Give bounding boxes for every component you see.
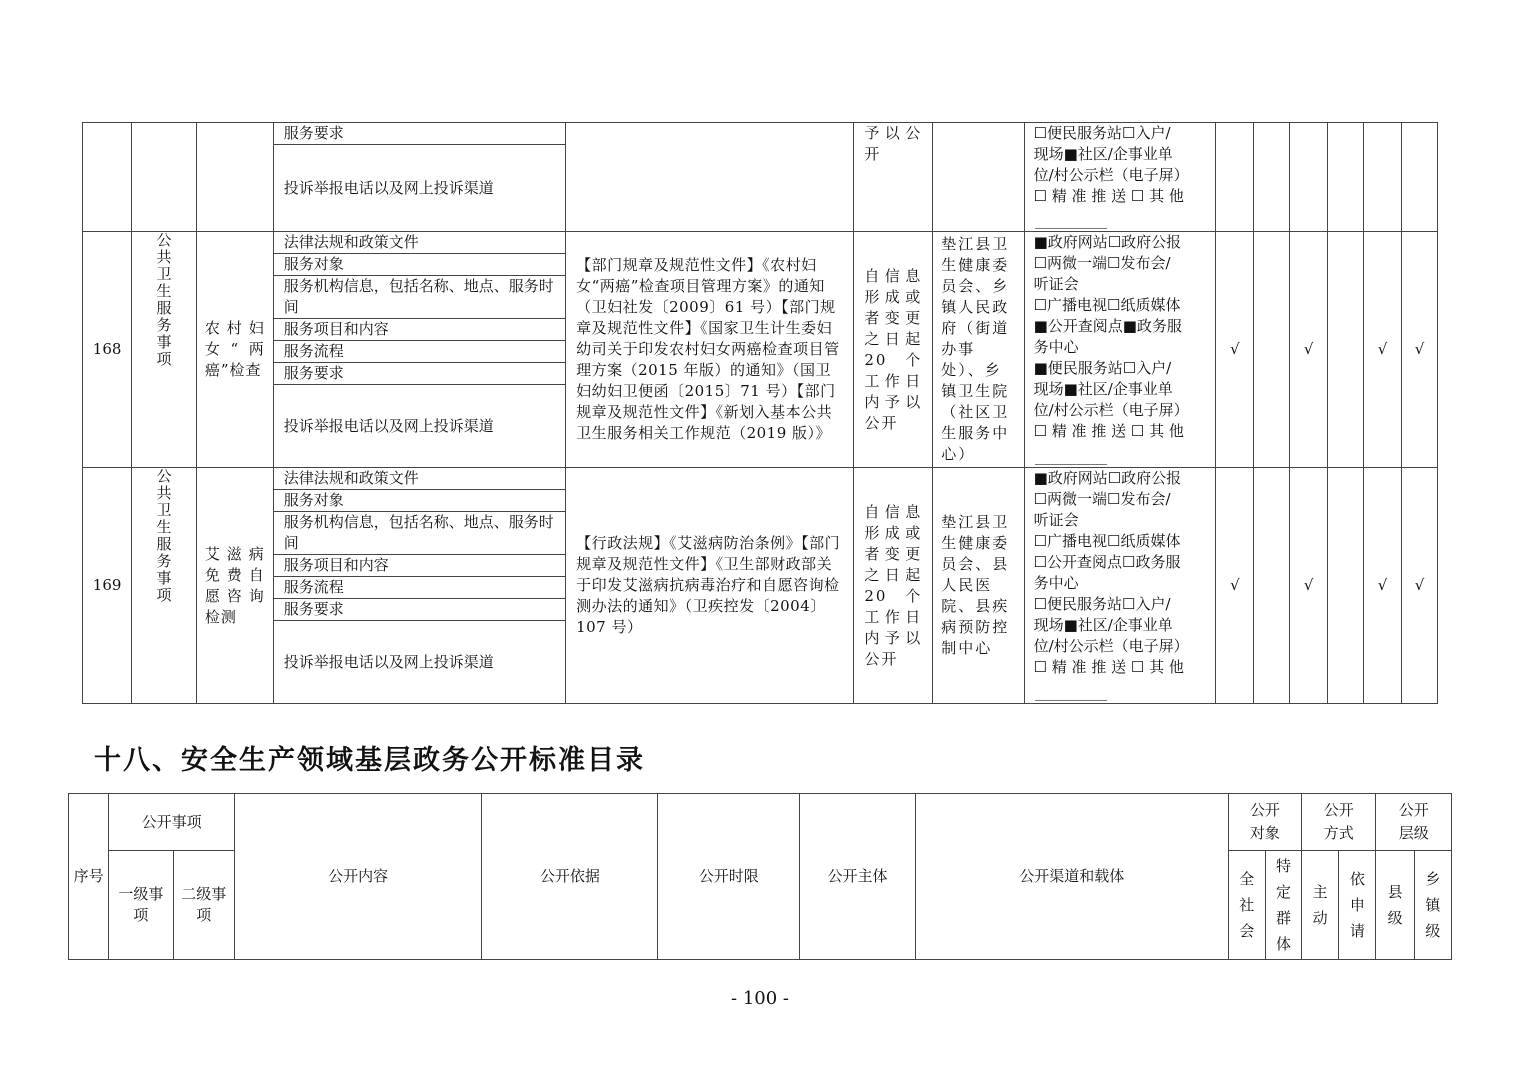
catalog-table-header (68, 793, 1452, 960)
content-item: 法律法规和政策文件 (273, 232, 565, 254)
check-all-society: √ (1216, 232, 1254, 468)
content-item: 投诉举报电话以及网上投诉渠道 (273, 621, 565, 704)
channel-line: ☐两微一端☐发布会/ (1033, 254, 1171, 272)
content-item: 投诉举报电话以及网上投诉渠道 (273, 385, 565, 468)
channel-line: ☐ 精 准 推 送 ☐ 其 他 (1033, 187, 1184, 205)
level2-cell: 艾滋病免费自愿咨询检测 (196, 468, 273, 704)
content-item: 服务对象 (273, 490, 565, 512)
header-content: 公开内容 (234, 794, 481, 960)
check-active: √ (1290, 468, 1328, 704)
basis-cell (566, 123, 854, 232)
section-heading: 十八、安全生产领域基层政务公开标准目录 (94, 745, 645, 776)
header-channels: 公开渠道和载体 (915, 794, 1228, 960)
subject-cell: 垫江县卫生健康委员会、乡镇人民政府（街道办事处）、乡镇卫生院（社区卫生服务中心） (933, 232, 1024, 468)
channel-line: 现场■社区/企事业单 (1033, 380, 1173, 398)
channel-line: ☐两微一端☐发布会/ (1033, 490, 1171, 508)
check-county: √ (1364, 232, 1402, 468)
basis-cell: 【部门规章及规范性文件】《农村妇女“两癌”检查项目管理方案》的通知（卫妇社发〔2009〕61 号）【部门规章及规范性文件】《国家卫生计生委妇幼司关于印发农村妇女两癌检查项目管理方案（2015 年版）的通知》（国卫妇幼妇卫便函〔2015〕71 号）【部门规章及规范性文件】《新划入基本公共卫生服务相关工作规范（2019 版）》 (566, 232, 854, 468)
page-number: - 100 - (731, 988, 789, 1009)
header-county: 县级 (1376, 851, 1414, 960)
underline (1035, 700, 1107, 701)
channel-line: ☐便民服务站☐入户/ (1033, 124, 1171, 142)
check-on-request (1328, 232, 1364, 468)
channel-line: 现场■社区/企事业单 (1033, 616, 1173, 634)
channel-line: 听证会 (1033, 511, 1079, 529)
level1-cell: 公共卫生服务事项 (132, 232, 197, 468)
table-row (83, 232, 1438, 254)
header-subject: 公开主体 (800, 794, 916, 960)
content-item: 法律法规和政策文件 (273, 468, 565, 490)
channel-line: ☐便民服务站☐入户/ (1033, 595, 1171, 613)
catalog-table-continued (82, 122, 1438, 704)
header-basis: 公开依据 (482, 794, 658, 960)
header-all-society: 全社会 (1228, 851, 1265, 960)
content-item: 服务项目和内容 (273, 555, 565, 577)
time-limit-cell: 自信息形成或者变更之日起 20 个工作日内予以公开 (854, 232, 933, 468)
check-county: √ (1364, 468, 1402, 704)
content-item: 服务流程 (273, 341, 565, 363)
table-row (83, 468, 1438, 490)
basis-cell: 【行政法规】《艾滋病防治条例》【部门规章及规范性文件】《卫生部财政部关于印发艾滋病抗病毒治疗和自愿咨询检测办法的通知》（卫疾控发〔2004〕107 号） (566, 468, 854, 704)
check-specific-group (1254, 468, 1290, 704)
channel-line: ■公开查阅点■政务服 (1033, 317, 1182, 335)
channels-cell (1024, 232, 1216, 468)
level1-cell (132, 123, 197, 232)
channel-line: ■便民服务站☐入户/ (1033, 359, 1172, 377)
channel-line: ☐ 精 准 推 送 ☐ 其 他 (1033, 658, 1184, 676)
header-active: 主动 (1302, 851, 1339, 960)
content-item: 服务项目和内容 (273, 319, 565, 341)
header-specific-group: 特定群体 (1265, 851, 1301, 960)
content-item: 服务对象 (273, 254, 565, 276)
channel-line: ☐广播电视☐纸质媒体 (1033, 296, 1181, 314)
channel-line: 位/村公示栏（电子屏） (1033, 166, 1189, 184)
subject-cell: 垫江县卫生健康委员会、县人民医院、县疾病预防控制中心 (933, 468, 1024, 704)
time-limit-cell: 予以公开 (854, 123, 933, 232)
check-on-request (1328, 468, 1364, 704)
channel-line: ■政府网站☐政府公报 (1033, 233, 1182, 251)
channels-cell (1024, 123, 1216, 232)
channel-line: ☐广播电视☐纸质媒体 (1033, 532, 1181, 550)
header-on-request: 依申请 (1339, 851, 1376, 960)
header-method: 公开方式 (1302, 794, 1376, 851)
check-all-society: √ (1216, 468, 1254, 704)
content-item: 服务机构信息，包括名称、地点、服务时间 (273, 512, 565, 555)
check-specific-group (1254, 232, 1290, 468)
check-township: √ (1401, 232, 1437, 468)
channel-line: 务中心 (1033, 338, 1079, 356)
channel-line: 位/村公示栏（电子屏） (1033, 637, 1189, 655)
underline (1035, 228, 1107, 229)
channel-line: ☐ 精 准 推 送 ☐ 其 他 (1033, 422, 1184, 440)
channel-line: ■政府网站☐政府公报 (1033, 469, 1182, 487)
level1-cell: 公共卫生服务事项 (132, 468, 197, 704)
header-time-limit: 公开时限 (658, 794, 800, 960)
table-row (83, 123, 1438, 145)
content-item: 服务要求 (273, 599, 565, 621)
check-active: √ (1290, 232, 1328, 468)
level2-cell (196, 123, 273, 232)
channel-line: ☐公开查阅点☐政务服 (1033, 553, 1181, 571)
channel-line: 听证会 (1033, 275, 1079, 293)
channel-line: 现场■社区/企事业单 (1033, 145, 1173, 163)
header-public-items: 公开事项 (109, 794, 235, 851)
header-township: 乡镇级 (1414, 851, 1451, 960)
subject-cell (933, 123, 1024, 232)
header-level1: 一级事项 (109, 851, 173, 960)
header-seq: 序号 (69, 794, 109, 960)
content-item: 服务机构信息，包括名称、地点、服务时间 (273, 276, 565, 319)
content-item: 服务要求 (273, 123, 565, 145)
header-target: 公开对象 (1228, 794, 1301, 851)
check-township: √ (1401, 468, 1437, 704)
header-level2: 二级事项 (173, 851, 234, 960)
content-item: 服务流程 (273, 577, 565, 599)
content-item: 投诉举报电话以及网上投诉渠道 (273, 145, 565, 232)
seq-cell: 168 (83, 232, 132, 468)
header-level: 公开层级 (1376, 794, 1452, 851)
time-limit-cell: 自信息形成或者变更之日起 20 个工作日内予以公开 (854, 468, 933, 704)
channels-cell (1024, 468, 1216, 704)
channel-line: 位/村公示栏（电子屏） (1033, 401, 1189, 419)
channel-line: 务中心 (1033, 574, 1079, 592)
seq-cell (83, 123, 132, 232)
seq-cell: 169 (83, 468, 132, 704)
underline (1035, 464, 1107, 465)
level2-cell: 农村妇女“两癌”检查 (196, 232, 273, 468)
content-item: 服务要求 (273, 363, 565, 385)
